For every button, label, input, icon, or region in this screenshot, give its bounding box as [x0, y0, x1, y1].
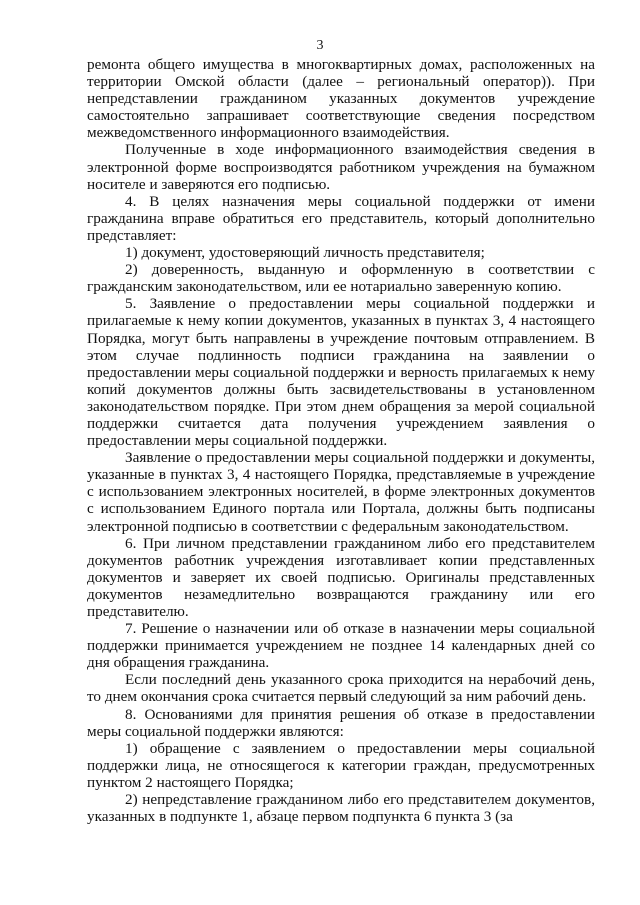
paragraph-item-8: 8. Основаниями для принятия решения об отказе в предоставлении меры социальной поддержки являются: — [87, 705, 595, 740]
paragraph-subitem: 1) документ, удостоверяющий личность представителя; — [125, 244, 485, 262]
paragraph-subitem: 2) доверенность, выданную и оформленную в соответствии с гражданским законодательством, или ее нотариально заверенную копию. — [87, 261, 595, 296]
paragraph-item-4: 4. В целях назначения меры социальной поддержки от имени гражданина вправе обратиться его представитель, который дополнительно представляет: — [87, 192, 595, 244]
paragraph: Заявление о предоставлении меры социальной поддержки и документы, указанные в пунктах 3, 4 настоящего Порядка, представляемые в учреждение с использованием электронных носителей, в форме электронных документов с использованием Единого портала или Портала, должны быть подписаны электронной подписью в соответствии с федеральным законодательством. — [87, 449, 595, 535]
paragraph: Полученные в ходе информационного взаимодействия сведения в электронной форме воспроизводятся работником учреждения на бумажном носителе и заверяются его подписью. — [87, 141, 595, 193]
paragraph-subitem: 1) обращение с заявлением о предоставлении меры социальной поддержки лица, не относящегося к категории граждан, предусмотренных пунктом 2 настоящего Порядка; — [87, 739, 595, 791]
page-number: 3 — [316, 38, 324, 53]
document-body — [87, 56, 595, 825]
paragraph-continuation: ремонта общего имущества в многоквартирных домах, расположенных на территории Омской области (далее – региональный оператор)). При непредставлении гражданином указанных документов учреждение самостоятельно запрашивает соответствующие сведения посредством межведомственного информационного взаимодействия. — [87, 56, 595, 142]
paragraph-item-6: 6. При личном представлении гражданином либо его представителем документов работник учреждения изготавливает копии представленных документов и заверяет их своей подписью. Оригиналы представленных документов незамедлительно возвращаются гражданину или его представителю. — [87, 534, 595, 620]
paragraph: Если последний день указанного срока приходится на нерабочий день, то днем окончания срока считается первый следующий за ним рабочий день. — [87, 671, 595, 706]
paragraph-item-7: 7. Решение о назначении или об отказе в назначении меры социальной поддержки принимается учреждением не позднее 14 календарных дней со дня обращения гражданина. — [87, 620, 595, 672]
paragraph-item-5: 5. Заявление о предоставлении меры социальной поддержки и прилагаемые к нему копии документов, указанных в пунктах 3, 4 настоящего Порядка, могут быть направлены в учреждение почтовым отправлением. В этом случае подлинность подписи гражданина на заявлении о предоставлении меры социальной поддержки и верность прилагаемых к нему копий документов должны быть засвидетельствованы в установленном законодательством порядке. При этом днем обращения за мерой социальной поддержки считается дата получения учреждением заявления о предоставлении меры социальной поддержки. — [87, 295, 595, 450]
paragraph-subitem: 2) непредставление гражданином либо его представителем документов, указанных в подпункте 1, абзаце первом подпункта 6 пункта 3 (за — [87, 791, 595, 826]
